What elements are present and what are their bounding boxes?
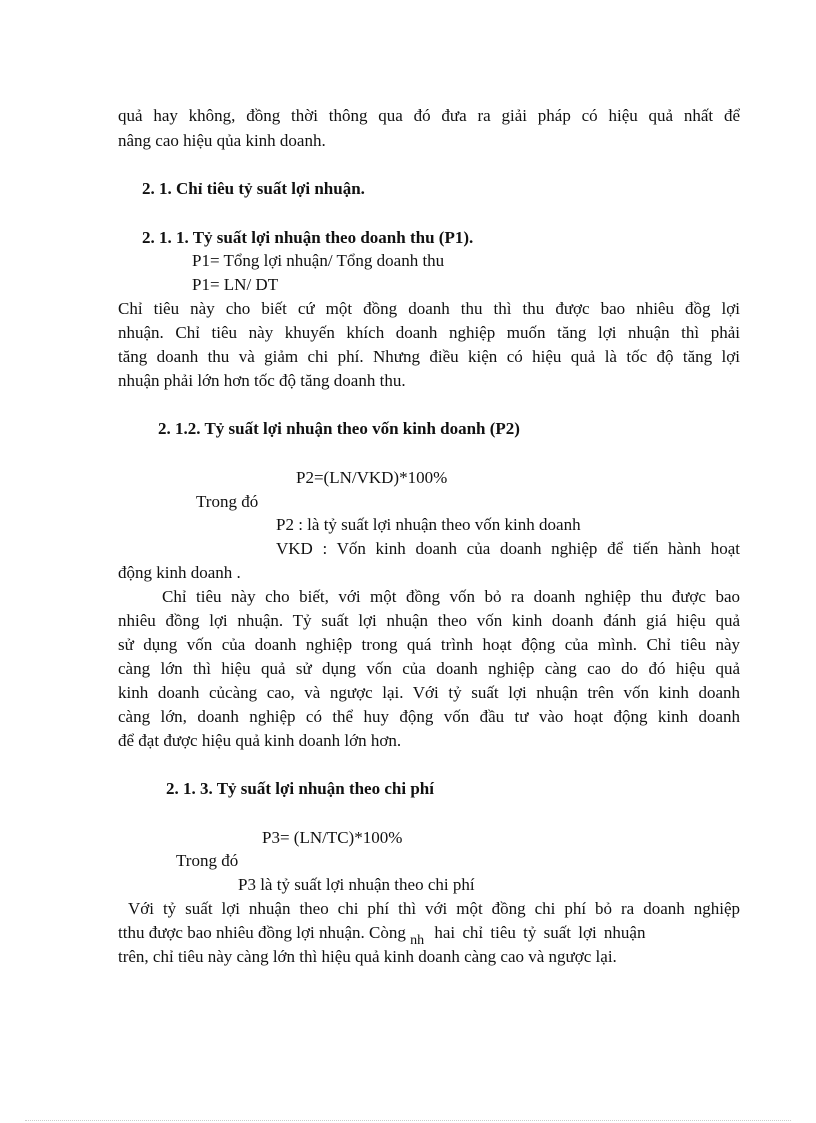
- formula-p2: P2=(LN/VKD)*100%: [296, 468, 448, 487]
- definition-p2: P2 : là tỷ suất lợi nhuận theo vốn kinh doanh: [276, 515, 581, 534]
- formula-p1-total: P1= Tổng lợi nhuận/ Tổng doanh thu: [192, 251, 445, 270]
- section-heading-2-1: 2. 1. Chỉ tiêu tỷ suất lợi nhuận.: [142, 179, 365, 198]
- paragraph-p3-line-2-start: tthu được bao nhiêu đồng lợi nhuận. Còng: [118, 923, 406, 942]
- paragraph-p1-line-3: tăng doanh thu và giảm chi phí. Nhưng điều kiện có hiệu quả là tốc độ tăng lợi: [118, 347, 740, 366]
- paragraph-p3-line-1: Với tỷ suất lợi nhuận theo chi phí thì với một đồng chi phí bỏ ra doanh nghiệp: [128, 899, 740, 918]
- definition-vkd-continued: động kinh doanh .: [118, 563, 241, 582]
- formula-p3: P3= (LN/TC)*100%: [262, 828, 403, 847]
- section-heading-2-1-1: 2. 1. 1. Tỷ suất lợi nhuận theo doanh thu (P1).: [142, 228, 474, 247]
- paragraph-p1-line-2: nhuận. Chỉ tiêu này khuyến khích doanh nghiệp muốn tăng lợi nhuận thì phải: [118, 323, 740, 342]
- paragraph-p2-line-6: càng lớn, doanh nghiệp có thể huy động vốn đầu tư vào hoạt động kinh doanh: [118, 707, 740, 726]
- definition-p3: P3 là tỷ suất lợi nhuận theo chi phí: [238, 875, 475, 894]
- paragraph-p3-subscript: nh: [410, 933, 425, 948]
- paragraph-p2-line-2: nhiêu đồng lợi nhuận. Tỷ suất lợi nhuận theo vốn kinh doanh đánh giá hiệu quả: [118, 611, 740, 630]
- paragraph-p3-line-3: trên, chỉ tiêu này càng lớn thì hiệu quả kinh doanh càng cao và ngược lại.: [118, 947, 617, 966]
- paragraph-p2-line-3: sử dụng vốn của doanh nghiệp trong quá trình hoạt động của mình. Chỉ tiêu này: [118, 635, 740, 654]
- intro-line-2: nâng cao hiệu qủa kinh doanh.: [118, 131, 326, 150]
- where-label-p3: Trong đó: [176, 851, 239, 870]
- paragraph-p2-line-7: để đạt được hiệu quả kinh doanh lớn hơn.: [118, 731, 402, 750]
- paragraph-p1-line-1: Chỉ tiêu này cho biết cứ một đồng doanh thu thì thu được bao nhiêu đồg lợi: [118, 299, 740, 318]
- page-bottom-rule: [25, 1120, 791, 1121]
- paragraph-p3-line-2-end: hai chỉ tiêu tỷ suất lợi nhuận: [434, 923, 646, 942]
- paragraph-p3-line-2: [118, 921, 740, 947]
- paragraph-p1-line-4: nhuận phải lớn hơn tốc độ tăng doanh thu.: [118, 371, 406, 390]
- intro-line-1: quả hay không, đồng thời thông qua đó đưa ra giải pháp có hiệu quả nhất để: [118, 106, 740, 125]
- paragraph-p2-line-1: Chỉ tiêu này cho biết, với một đồng vốn bỏ ra doanh nghiệp thu được bao: [162, 587, 740, 606]
- section-heading-2-1-3: 2. 1. 3. Tỷ suất lợi nhuận theo chi phí: [166, 779, 434, 798]
- paragraph-p2-line-5: kinh doanh củcàng cao, và ngược lại. Với tỷ suất lợi nhuận trên vốn kinh doanh: [118, 683, 740, 702]
- paragraph-p2-line-4: càng lớn thì hiệu quả sử dụng vốn của doanh nghiệp càng cao do đó hiệu quả: [118, 659, 740, 678]
- definition-vkd: VKD : Vốn kinh doanh của doanh nghiệp để tiến hành hoạt: [276, 539, 740, 558]
- formula-p1-short: P1= LN/ DT: [192, 275, 279, 294]
- where-label-p2: Trong đó: [196, 492, 259, 511]
- section-heading-2-1-2: 2. 1.2. Tỷ suất lợi nhuận theo vốn kinh doanh (P2): [158, 419, 520, 438]
